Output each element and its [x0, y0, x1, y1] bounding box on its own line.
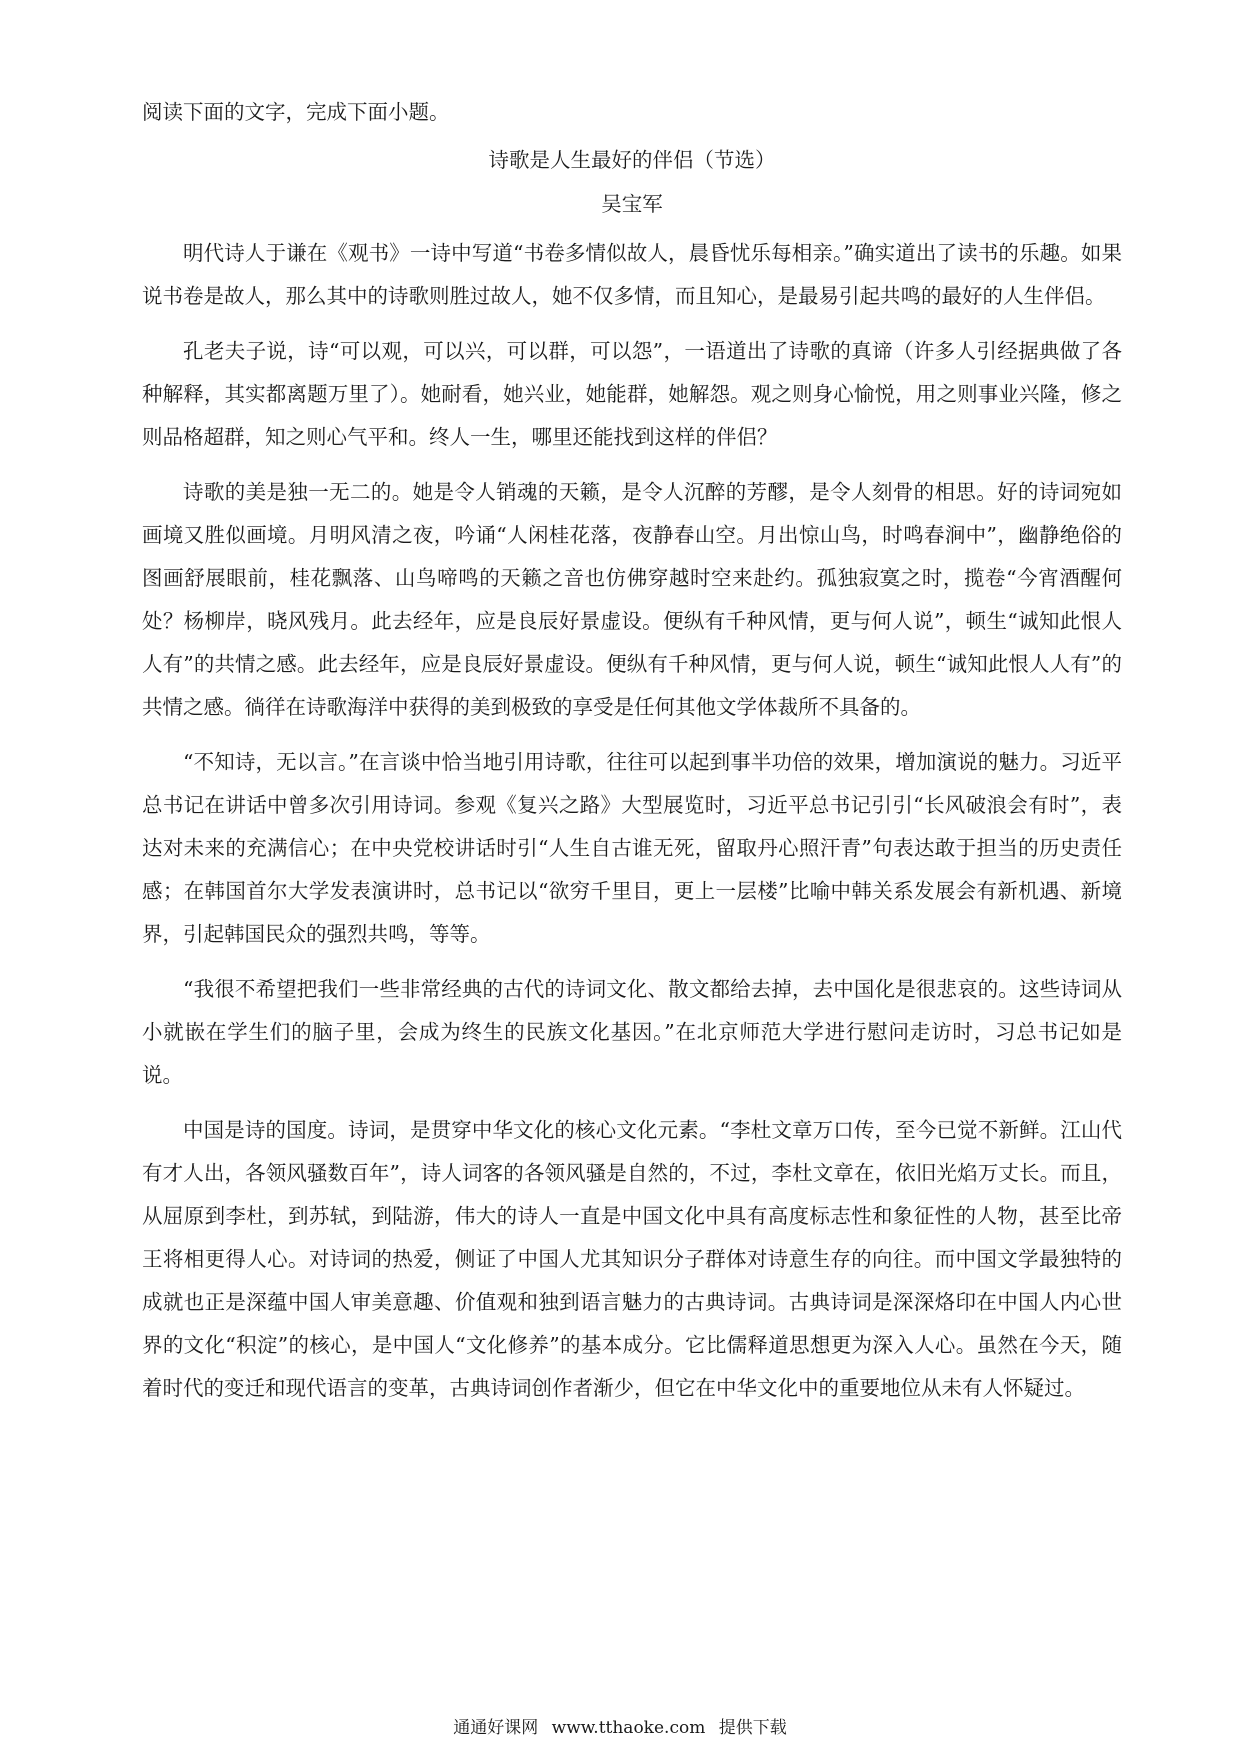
footer-url[interactable]: www.tthaoke.com [551, 1718, 706, 1738]
article-paragraph-2: 孔老夫子说，诗“可以观，可以兴，可以群，可以怨”，一语道出了诗歌的真谛（许多人引经据典做了各种解释，其实都离题万里了）。她耐看，她兴业，她能群，她解怨。观之则身心愉悦，用之则事业兴隆，修之则品格超群，知之则心气平和。终人一生，哪里还能找到这样的伴侣？ [142, 339, 1122, 449]
article-paragraph-6: 中国是诗的国度。诗词，是贯穿中华文化的核心文化元素。“李杜文章万口传，至今已觉不新鲜。江山代有才人出，各领风骚数百年”，诗人词客的各领风骚是自然的，不过，李杜文章在，依旧光焰万丈长。而且，从屈原到李杜，到苏轼，到陆游，伟大的诗人一直是中国文化中具有高度标志性和象征性的人物，甚至比帝王将相更得人心。对诗词的热爱，侧证了中国人尤其知识分子群体对诗意生存的向往。而中国文学最独特的成就也正是深蕴中国人审美意趣、价值观和独到语言魅力的古典诗词。古典诗词是深深烙印在中国人内心世界的文化“积淀”的核心，是中国人“文化修养”的基本成分。它比儒释道思想更为深入人心。虽然在今天，随着时代的变迁和现代语言的变革，古典诗词创作者渐少，但它在中华文化中的重要地位从未有人怀疑过。 [142, 1118, 1122, 1400]
document-content [142, 96, 1122, 1422]
article-paragraph-4: “不知诗，无以言。”在言谈中恰当地引用诗歌，往往可以起到事半功倍的效果，增加演说的魅力。习近平总书记在讲话中曾多次引用诗词。参观《复兴之路》大型展览时，习近平总书记引引“长风破浪会有时”，表达对未来的充满信心；在中央党校讲话时引“人生自古谁无死，留取丹心照汗青”句表达敢于担当的历史责任感；在韩国首尔大学发表演讲时，总书记以“欲穷千里目，更上一层楼”比喻中韩关系发展会有新机遇、新境界，引起韩国民众的强烈共鸣，等等。 [142, 750, 1122, 946]
footer-site-name: 通通好课网 [453, 1718, 539, 1738]
article-title: 诗歌是人生最好的伴侣（节选） [488, 148, 776, 172]
article-paragraph-5: “我很不希望把我们一些非常经典的古代的诗词文化、散文都给去掉，去中国化是很悲哀的。这些诗词从小就嵌在学生们的脑子里，会成为终生的民族文化基因。”在北京师范大学进行慰问走访时，习总书记如是说。 [142, 977, 1122, 1087]
article-paragraph-1: 明代诗人于谦在《观书》一诗中写道“书卷多情似故人，晨昏忧乐每相亲。”确实道出了读书的乐趣。如果说书卷是故人，那么其中的诗歌则胜过故人，她不仅多情，而且知心，是最易引起共鸣的最好的人生伴侣。 [142, 241, 1122, 308]
reading-instruction: 阅读下面的文字，完成下面小题。 [142, 100, 450, 124]
page-footer [0, 1716, 1240, 1740]
article-author: 吴宝军 [601, 192, 663, 216]
article-paragraph-3: 诗歌的美是独一无二的。她是令人销魂的天籁，是令人沉醉的芳醪，是令人刻骨的相思。好的诗词宛如画境又胜似画境。月明风清之夜，吟诵“人闲桂花落，夜静春山空。月出惊山鸟，时鸣春涧中”，幽静绝俗的图画舒展眼前，桂花飘落、山鸟啼鸣的天籁之音也仿佛穿越时空来赴约。孤独寂寞之时，揽卷“今宵酒醒何处？杨柳岸，晓风残月。此去经年，应是良辰好景虚设。便纵有千种风情，更与何人说”，顿生“诚知此恨人人有”的共情之感。此去经年，应是良辰好景虚设。便纵有千种风情，更与何人说，顿生“诚知此恨人人有”的共情之感。徜徉在诗歌海洋中获得的美到极致的享受是任何其他文学体裁所不具备的。 [142, 480, 1122, 719]
footer-suffix: 提供下载 [718, 1718, 787, 1738]
